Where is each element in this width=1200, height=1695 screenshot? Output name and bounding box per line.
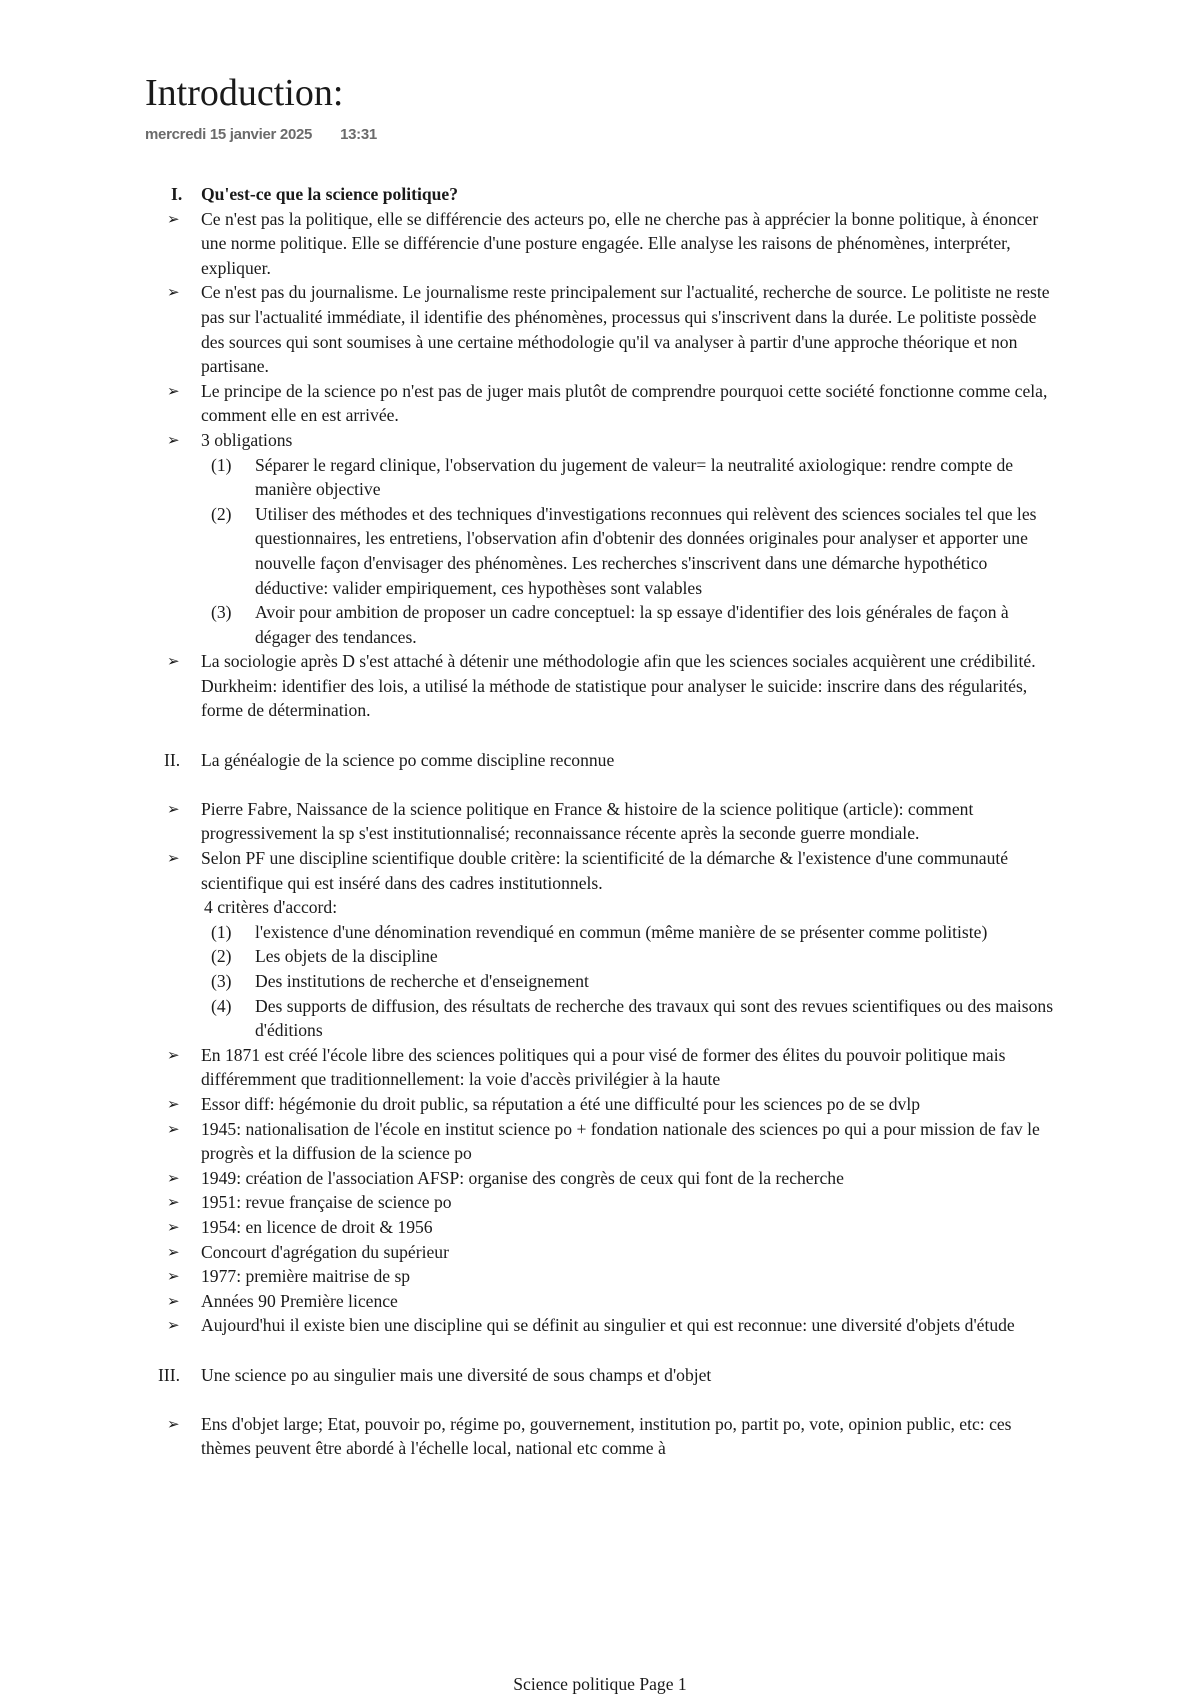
paragraph xyxy=(0,895,1200,920)
arrowhead-bullet-icon: ➢ xyxy=(167,1291,180,1310)
arrowhead-bullet-icon: ➢ xyxy=(167,1316,180,1335)
arrowhead-bullet-icon: ➢ xyxy=(167,381,180,400)
list-item xyxy=(0,280,1200,378)
item-number: (3) xyxy=(211,602,232,623)
item-text: Séparer le regard clinique, l'observation du jugement de valeur= la neutralité axiologique: rendre compte de manière objective xyxy=(255,454,1014,500)
item-text: En 1871 est créé l'école libre des sciences politiques qui a pour visé de former des élites du pouvoir politique mais différemment que traditionnellement: la voie d'accès privilégier à la haute xyxy=(201,1044,1006,1090)
arrowhead-bullet-icon: ➢ xyxy=(167,1045,180,1064)
item-text: Les objets de la discipline xyxy=(255,946,438,967)
item-text: Ens d'objet large; Etat, pouvoir po, régime po, gouvernement, institution po, partit po, vote, opinion public, etc: ces thèmes peuvent être abordé à l'échelle local, national etc comme à xyxy=(201,1413,1012,1459)
item-number: (2) xyxy=(211,946,232,967)
spacer xyxy=(0,772,1200,797)
arrowhead-bullet-icon: ➢ xyxy=(167,1414,180,1433)
arrowhead-bullet-icon: ➢ xyxy=(167,1119,180,1138)
list-item xyxy=(0,207,1200,281)
item-text: La sociologie après D s'est attaché à détenir une méthodologie afin que les sciences sociales acquièrent une crédibilité. Durkheim: identifier des lois, a utilisé la méthode de statistique pour analyser le suicide: inscrire dans des régularités, forme de détermination. xyxy=(201,651,1036,721)
list-item xyxy=(0,1166,1200,1191)
numbered-item xyxy=(0,600,1200,649)
list-item xyxy=(0,1190,1200,1215)
item-text: Pierre Fabre, Naissance de la science politique en France & histoire de la science politique (article): comment progressivement la sp s'est institutionnalisé; reconnaissance récente après la seconde guerre mondiale. xyxy=(201,798,974,844)
section-title: Qu'est-ce que la science politique? xyxy=(201,184,459,204)
list-item xyxy=(0,797,1200,846)
section-marker: III. xyxy=(158,1364,180,1385)
arrowhead-bullet-icon: ➢ xyxy=(167,849,180,868)
section-title: Une science po au singulier mais une diversité de sous champs et d'objet xyxy=(201,1364,712,1385)
list-item xyxy=(0,428,1200,453)
numbered-item xyxy=(0,944,1200,969)
page-content xyxy=(0,182,1200,1461)
spacer xyxy=(0,723,1200,748)
numbered-item xyxy=(0,502,1200,600)
page-meta xyxy=(145,126,377,143)
arrowhead-bullet-icon: ➢ xyxy=(167,430,180,449)
arrowhead-bullet-icon: ➢ xyxy=(167,283,180,302)
item-text: 1954: en licence de droit & 1956 xyxy=(201,1216,433,1237)
list-item xyxy=(0,1043,1200,1092)
item-text: Selon PF une discipline scientifique double critère: la scientificité de la démarche & l'existence d'une communauté scientifique qui est inséré dans des cadres institutionnels. xyxy=(201,848,1009,893)
item-text: l'existence d'une dénomination revendiqué en commun (même manière de se présenter comme politiste) xyxy=(255,921,988,942)
list-item xyxy=(0,1412,1200,1461)
item-text: Utiliser des méthodes et des techniques d'investigations reconnues qui relèvent des sciences sociales tel que les questionnaires, les entretiens, l'observation afin d'obtenir des données originales pour analyser et apporter une nouvelle façon d'envisager des phénomènes. Les recherches s'inscrivent dans une démarche hypothético déductive: valider empiriquement, ces hypothèses sont valables xyxy=(255,503,1037,598)
item-number: (3) xyxy=(211,971,232,991)
arrowhead-bullet-icon: ➢ xyxy=(167,652,180,671)
arrowhead-bullet-icon: ➢ xyxy=(167,1242,180,1261)
numbered-item xyxy=(0,453,1200,502)
arrowhead-bullet-icon: ➢ xyxy=(167,1168,180,1187)
list-item xyxy=(0,1215,1200,1240)
page-footer: Science politique Page 1 xyxy=(513,1674,687,1694)
spacer xyxy=(0,1387,1200,1412)
arrowhead-bullet-icon: ➢ xyxy=(167,1217,180,1236)
item-text: Des supports de diffusion, des résultats de recherche des travaux qui sont des revues scientifiques ou des maisons d'éditions xyxy=(255,995,1054,1041)
item-text: Années 90 Première licence xyxy=(201,1290,398,1311)
item-text: 1949: création de l'association AFSP: organise des congrès de ceux qui font de la recherche xyxy=(201,1167,844,1188)
item-number: (1) xyxy=(211,454,232,475)
section-marker: II. xyxy=(164,749,181,770)
list-item xyxy=(0,846,1200,895)
item-number: (2) xyxy=(211,503,232,524)
item-number: (4) xyxy=(211,995,232,1016)
numbered-item xyxy=(0,920,1200,945)
item-text: Avoir pour ambition de proposer un cadre conceptuel: la sp essaye d'identifier des lois générales de façon à dégager des tendances. xyxy=(255,602,1009,647)
item-text: Le principe de la science po n'est pas de juger mais plutôt de comprendre pourquoi cette société fonctionne comme cela, comment elle en est arrivée. xyxy=(201,380,1048,426)
page-title: Introduction: xyxy=(145,72,344,114)
list-item xyxy=(0,1289,1200,1314)
section-marker: I. xyxy=(171,184,183,204)
arrowhead-bullet-icon: ➢ xyxy=(167,1267,180,1286)
section-heading xyxy=(0,1363,1200,1388)
page-time: 13:31 xyxy=(340,126,377,143)
section-heading xyxy=(0,182,1200,207)
arrowhead-bullet-icon: ➢ xyxy=(167,799,180,818)
arrowhead-bullet-icon: ➢ xyxy=(167,209,180,228)
list-item xyxy=(0,1092,1200,1117)
arrowhead-bullet-icon: ➢ xyxy=(167,1094,180,1113)
numbered-item xyxy=(0,994,1200,1043)
item-text: Aujourd'hui il existe bien une discipline qui se définit au singulier et qui est reconnue: une diversité d'objets d'étude xyxy=(201,1315,1015,1336)
list-item xyxy=(0,1264,1200,1289)
list-item xyxy=(0,1117,1200,1166)
spacer xyxy=(0,1338,1200,1363)
item-text: 3 obligations xyxy=(201,429,293,450)
item-text: 4 critères d'accord: xyxy=(204,897,338,918)
item-text: 1945: nationalisation de l'école en institut science po + fondation nationale des sciences po qui a pour mission de fav le progrès et la diffusion de la science po xyxy=(201,1118,1040,1164)
item-text: Essor diff: hégémonie du droit public, sa réputation a été une difficulté pour les sciences po de se dvlp xyxy=(201,1093,921,1114)
list-item xyxy=(0,649,1200,723)
arrowhead-bullet-icon: ➢ xyxy=(167,1193,180,1212)
list-item xyxy=(0,1240,1200,1265)
section-title: La généalogie de la science po comme discipline reconnue xyxy=(201,749,615,770)
item-number: (1) xyxy=(211,921,232,942)
item-text: 1951: revue française de science po xyxy=(201,1192,452,1213)
item-text: Concourt d'agrégation du supérieur xyxy=(201,1241,449,1262)
item-text: Des institutions de recherche et d'enseignement xyxy=(255,971,589,991)
item-text: Ce n'est pas du journalisme. Le journalisme reste principalement sur l'actualité, recherche de source. Le politiste ne reste pas sur l'actualité immédiate, il identifie des phénomènes, processus qui s'inscrivent dans la durée. Le politiste possède des sources qui sont soumises à une certaine méthodologie qu'il va analyser à partir d'une approche théorique et non partisane. xyxy=(201,282,1050,377)
numbered-item xyxy=(0,969,1200,994)
section-heading xyxy=(0,748,1200,773)
page-date: mercredi 15 janvier 2025 xyxy=(145,126,313,143)
list-item xyxy=(0,1313,1200,1338)
item-text: 1977: première maitrise de sp xyxy=(201,1266,411,1287)
list-item xyxy=(0,379,1200,428)
item-text: Ce n'est pas la politique, elle se différencie des acteurs po, elle ne cherche pas à apprécier la bonne politique, à énoncer une norme politique. Elle se différencie d'une posture engagée. Elle analyse les raisons de phénomènes, interpréter, expliquer. xyxy=(201,208,1039,278)
